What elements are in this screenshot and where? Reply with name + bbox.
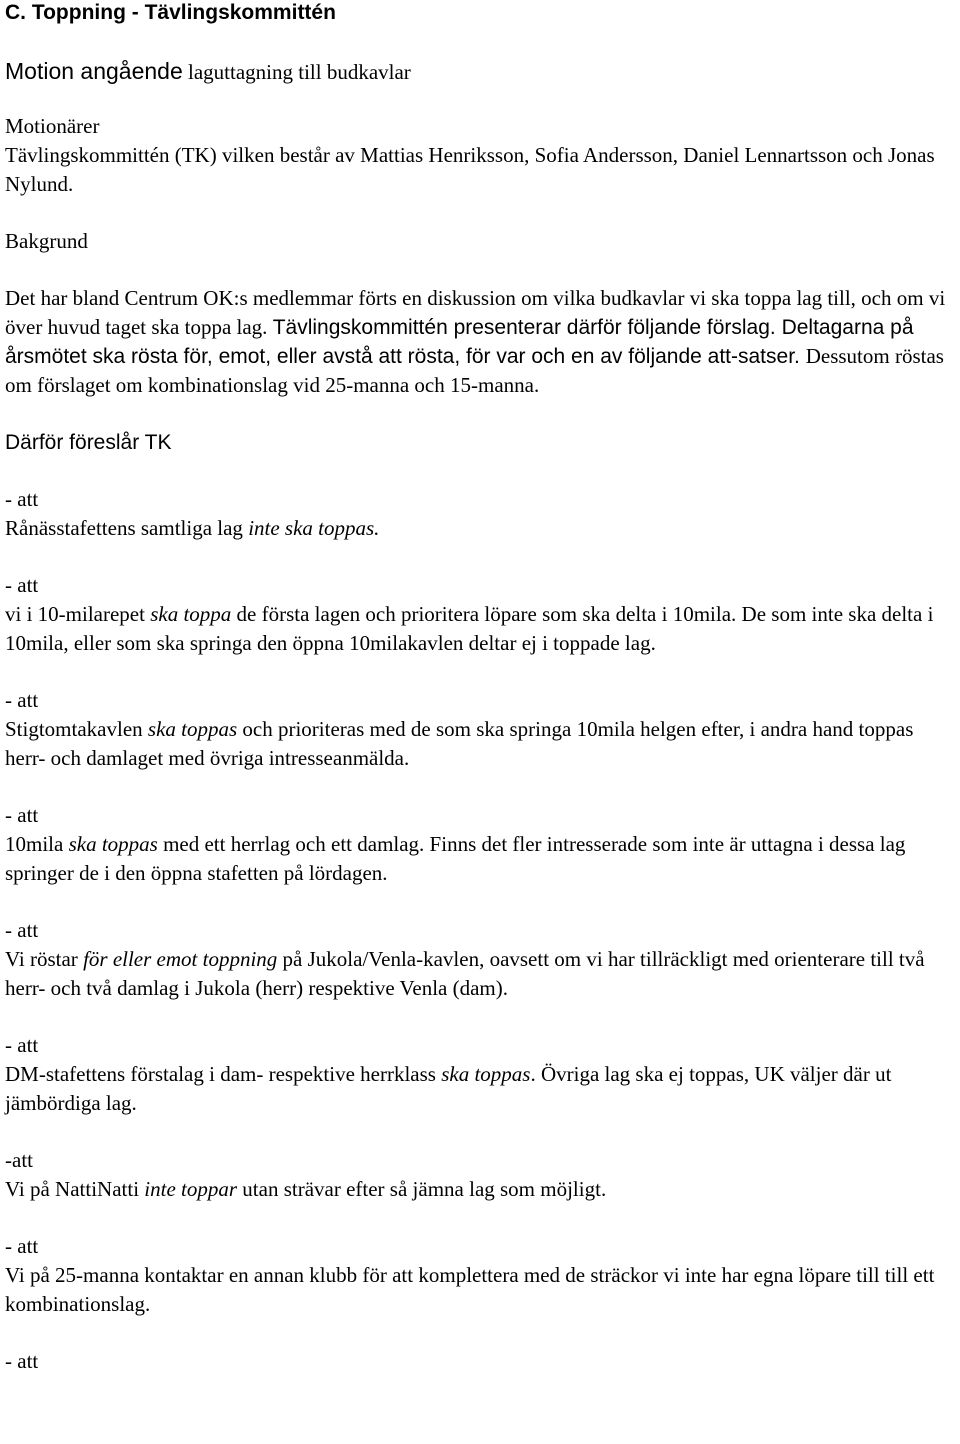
att-marker: -att xyxy=(5,1148,33,1172)
att-marker: - att xyxy=(5,918,39,942)
proposal-text-segment: och prioriteras med de som ska springa 10mila helgen efter, i andra hand toppas herr- och damlaget med övriga intresseanmälda. xyxy=(5,717,914,770)
proposal-text-segment: Stigtomtakavlen xyxy=(5,717,148,741)
bakgrund-label: Bakgrund xyxy=(5,229,88,253)
bakgrund-text xyxy=(5,284,955,400)
motion-title xyxy=(5,55,955,88)
proposal-text xyxy=(5,945,955,1003)
bakgrund-text-part2: Tävlingskommittén presenterar därför följande förslag. Deltagarna på årsmötet ska rösta för, emot, eller avstå att rösta, för var och en av följande att-satser. xyxy=(5,316,914,368)
proposal-text-segment: vi i 10-milarepet xyxy=(5,602,151,626)
bakgrund-text-part1: Det har bland Centrum OK:s medlemmar förts en diskussion om vilka budkavlar vi ska toppa lag till, och om vi över huvud taget ska toppa lag. xyxy=(5,286,946,339)
proposal-item xyxy=(5,1146,955,1204)
proposal-item xyxy=(5,916,955,1003)
proposal-text-segment: Vi röstar xyxy=(5,947,84,971)
proposal-text-segment: på Jukola/Venla-kavlen, oavsett om vi har tillräckligt med orienterare till två herr- och två damlag i Jukola (herr) respektive Venla (dam). xyxy=(5,947,925,1000)
proposal-item xyxy=(5,1232,955,1319)
motionarer-label: Motionärer xyxy=(5,114,100,138)
proposal-item xyxy=(5,485,955,543)
proposal-list xyxy=(5,485,955,1319)
proposal-text xyxy=(5,1175,955,1204)
proposal-text xyxy=(5,1261,955,1319)
motion-title-main: Motion angående xyxy=(5,58,183,84)
document-page xyxy=(5,0,955,1376)
proposal-text xyxy=(5,600,955,658)
att-marker: - att xyxy=(5,1033,39,1057)
section-heading: C. Toppning - Tävlingskommittén xyxy=(5,1,336,24)
proposal-text xyxy=(5,715,955,773)
proposal-text-segment: med ett herrlag och ett damlag. Finns det fler intresserade som inte är uttagna i dessa lag springer de i den öppna stafetten på lördagen. xyxy=(5,832,906,885)
proposal-text-segment: utan strävar efter så jämna lag som möjligt. xyxy=(237,1177,607,1201)
proposal-text-emphasis: ska toppa xyxy=(150,602,232,626)
proposal-text-emphasis: ska toppas xyxy=(68,832,158,856)
proposal-text-segment: . Övriga lag ska ej toppas, UK väljer där ut jämbördiga lag. xyxy=(5,1062,892,1115)
bakgrund-section xyxy=(5,227,955,400)
proposal-item xyxy=(5,801,955,888)
proposal-item xyxy=(5,686,955,773)
proposal-text-emphasis: ska toppas xyxy=(147,717,238,741)
proposal-text-segment: de första lagen och prioritera löpare som ska delta i 10mila. De som inte ska delta i 10mila, eller som ska springa den öppna 10milakavlen deltar ej i toppade lag. xyxy=(5,602,934,655)
att-marker: - att xyxy=(5,573,39,597)
motion-title-sub: laguttagning till budkavlar xyxy=(188,60,411,84)
proposal-text xyxy=(5,1060,955,1118)
trailing-att: - att xyxy=(5,1349,39,1373)
proposal-text-segment: Vi på 25-manna kontaktar en annan klubb för att komplettera med de sträckor vi inte har egna löpare till till ett kombinationslag. xyxy=(5,1263,935,1316)
proposal-text-emphasis: ska toppas xyxy=(441,1062,531,1086)
motionarer-text: Tävlingskommittén (TK) vilken består av Mattias Henriksson, Sofia Andersson, Daniel Lennartsson och Jonas Nylund. xyxy=(5,143,935,196)
proposal-text-emphasis: inte toppar xyxy=(144,1177,238,1201)
proposal-text-emphasis: inte ska toppas. xyxy=(248,516,380,540)
proposal-item xyxy=(5,1031,955,1118)
proposal-text-segment: Rånässtafettens samtliga lag xyxy=(5,516,249,540)
proposal-intro: Därför föreslår TK xyxy=(5,431,172,454)
proposal-text-segment: 10mila xyxy=(5,832,69,856)
bakgrund-text-part3: Dessutom röstas om förslaget om kombinationslag vid 25-manna och 15-manna. xyxy=(5,344,944,397)
motionarer-section xyxy=(5,112,955,199)
att-marker: - att xyxy=(5,487,39,511)
proposal-text xyxy=(5,514,955,543)
proposal-text xyxy=(5,830,955,888)
proposal-text-segment: Vi på NattiNatti xyxy=(5,1177,145,1201)
att-marker: - att xyxy=(5,1234,39,1258)
proposal-item xyxy=(5,571,955,658)
proposal-text-emphasis: för eller emot toppning xyxy=(83,947,278,971)
proposal-text-segment: DM-stafettens förstalag i dam- respektive herrklass xyxy=(5,1062,442,1086)
att-marker: - att xyxy=(5,688,39,712)
att-marker: - att xyxy=(5,803,39,827)
